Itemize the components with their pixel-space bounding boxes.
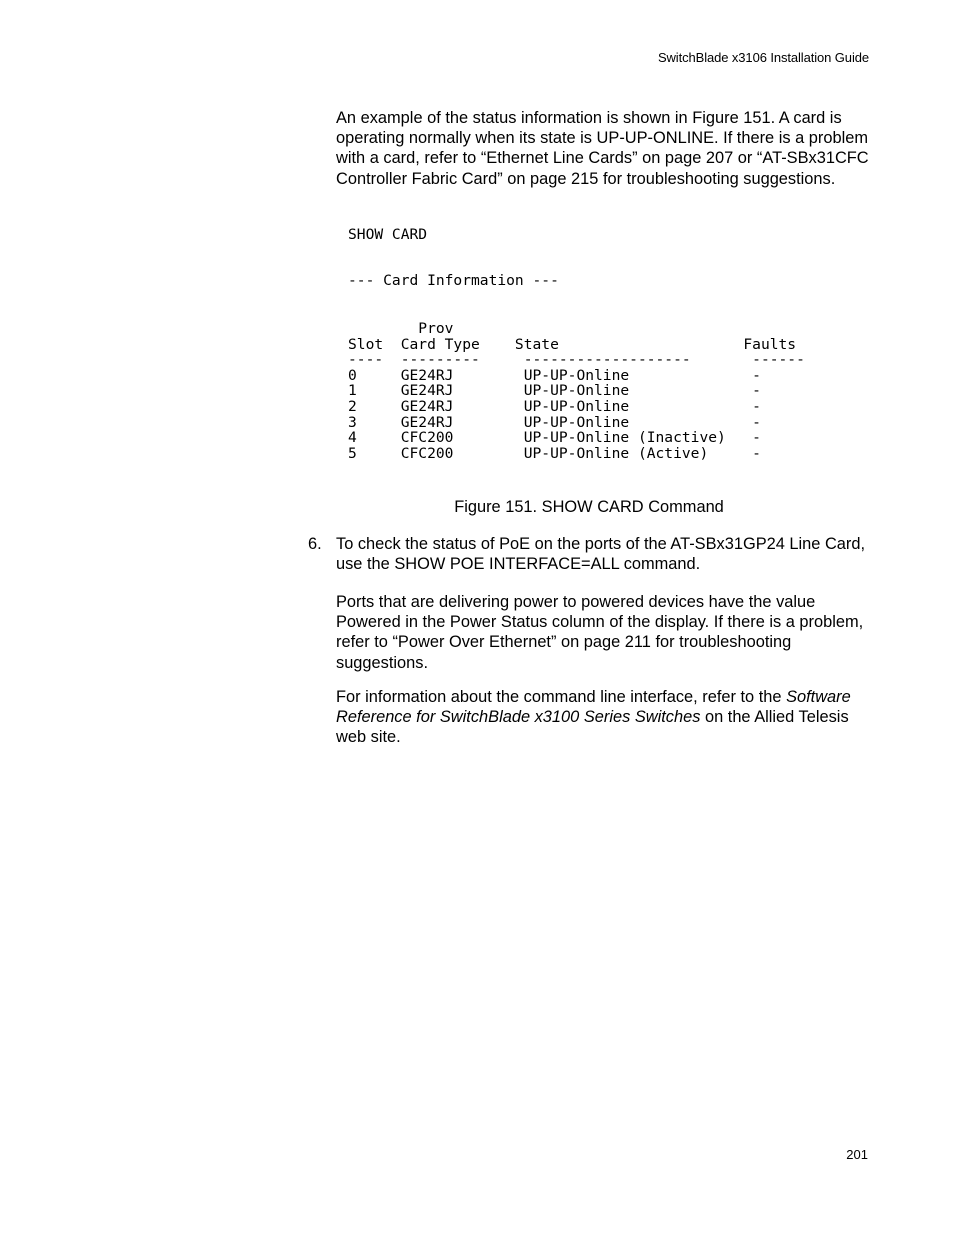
card-info-heading: --- Card Information --- bbox=[348, 272, 559, 289]
step-6-paragraph: To check the status of PoE on the ports of the AT-SBx31GP24 Line Card, use the SHOW POE INTERFACE=ALL command. bbox=[336, 535, 866, 574]
powered-paragraph: Ports that are delivering power to powered devices have the value Powered in the Power Status column of the display. If there is a problem, refer to “Power Over Ethernet” on page 211 for troubleshooting suggestions. bbox=[336, 593, 864, 672]
figure-caption: Figure 151. SHOW CARD Command bbox=[454, 498, 724, 516]
running-header: SwitchBlade x3106 Installation Guide bbox=[657, 50, 869, 65]
intro-paragraph: An example of the status information is shown in Figure 151. A card is operating normally when its state is UP-UP-ONLINE. If there is a problem with a card, refer to “Ethernet Line Cards” on page 207 or “AT-SBx31CFC Controller Fabric Card” on page 215 for troubleshooting suggestions. bbox=[336, 109, 869, 188]
page-number: 201 bbox=[846, 1147, 868, 1162]
cli-reference-paragraph bbox=[336, 687, 876, 748]
step-number: 6. bbox=[308, 535, 322, 553]
cli-reference-title: Software Reference for SwitchBlade x3100 Series Switches bbox=[336, 688, 851, 727]
command-example: SHOW CARD bbox=[348, 226, 428, 243]
card-info-table: Prov Slot Card Type State Faults ---- --------- ------------------- ------ 0 GE24RJ UP-UP-Online - 1 GE24RJ UP-UP-Online - 2 GE24RJ UP-UP-Online - 3 GE24RJ UP-UP-Online - 4 CFC200 UP-UP-Online (Inactive) - 5 CFC200 UP-UP-Online (Active) - bbox=[348, 320, 805, 462]
cli-text-after: on the Allied Telesis web site. bbox=[336, 708, 849, 747]
cli-text-before: For information about the command line interface, refer to the bbox=[336, 688, 787, 706]
